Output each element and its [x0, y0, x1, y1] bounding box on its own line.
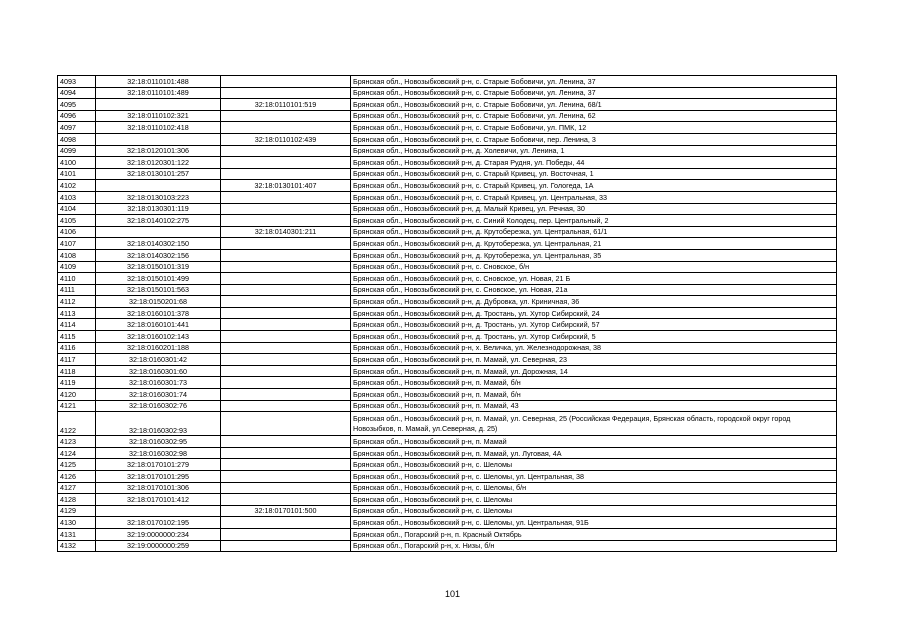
- address-cell: Брянская обл., Новозыбковский р-н, с. Шеломы, б/н: [351, 482, 837, 494]
- cadastral-number-alt-cell: [221, 215, 351, 227]
- table-row: [58, 459, 837, 471]
- table-row: [58, 110, 837, 122]
- row-number-cell: 4093: [58, 76, 96, 88]
- table-row: [58, 168, 837, 180]
- address-cell: Брянская обл., Новозыбковский р-н, д. Тростань, ул. Хутор Сибирский, 57: [351, 319, 837, 331]
- row-number-cell: 4124: [58, 447, 96, 459]
- cadastral-number-cell: 32:18:0120101:306: [96, 145, 221, 157]
- cadastral-number-alt-cell: [221, 319, 351, 331]
- property-table: [57, 75, 837, 552]
- row-number-cell: 4111: [58, 284, 96, 296]
- row-number-cell: 4118: [58, 365, 96, 377]
- cadastral-number-alt-cell: [221, 238, 351, 250]
- table-row: [58, 226, 837, 238]
- cadastral-number-alt-cell: 32:18:0170101:500: [221, 505, 351, 517]
- row-number-cell: 4113: [58, 307, 96, 319]
- cadastral-number-cell: 32:18:0170102:195: [96, 517, 221, 529]
- table-row: [58, 122, 837, 134]
- address-cell: Брянская обл., Новозыбковский р-н, с. Старый Кривец, ул. Восточная, 1: [351, 168, 837, 180]
- cadastral-number-alt-cell: [221, 145, 351, 157]
- cadastral-number-cell: 32:18:0140302:150: [96, 238, 221, 250]
- row-number-cell: 4122: [58, 412, 96, 436]
- table-row: [58, 261, 837, 273]
- cadastral-number-cell: 32:18:0140302:156: [96, 249, 221, 261]
- row-number-cell: 4116: [58, 342, 96, 354]
- table-row: [58, 354, 837, 366]
- cadastral-number-cell: [96, 99, 221, 111]
- cadastral-number-alt-cell: [221, 157, 351, 169]
- cadastral-number-alt-cell: [221, 377, 351, 389]
- row-number-cell: 4119: [58, 377, 96, 389]
- cadastral-number-cell: 32:18:0130301:119: [96, 203, 221, 215]
- row-number-cell: 4101: [58, 168, 96, 180]
- row-number-cell: 4128: [58, 494, 96, 506]
- cadastral-number-alt-cell: [221, 447, 351, 459]
- table-row: [58, 436, 837, 448]
- row-number-cell: 4125: [58, 459, 96, 471]
- address-cell: Брянская обл., Новозыбковский р-н, с. Старый Кривец, ул. Центральная, 33: [351, 191, 837, 203]
- table-row: [58, 273, 837, 285]
- row-number-cell: 4109: [58, 261, 96, 273]
- row-number-cell: 4110: [58, 273, 96, 285]
- table-row: [58, 319, 837, 331]
- table-row: [58, 482, 837, 494]
- table-row: [58, 191, 837, 203]
- table-row: [58, 145, 837, 157]
- cadastral-number-cell: 32:18:0110102:418: [96, 122, 221, 134]
- address-cell: Брянская обл., Новозыбковский р-н, д. Старая Рудня, ул. Победы, 44: [351, 157, 837, 169]
- row-number-cell: 4117: [58, 354, 96, 366]
- cadastral-number-cell: 32:18:0110101:489: [96, 87, 221, 99]
- cadastral-number-alt-cell: [221, 412, 351, 436]
- cadastral-number-cell: 32:18:0160101:441: [96, 319, 221, 331]
- cadastral-number-alt-cell: [221, 436, 351, 448]
- table-row: [58, 528, 837, 540]
- address-cell: Брянская обл., Новозыбковский р-н, п. Мамай, ул. Северная, 23: [351, 354, 837, 366]
- address-cell: Брянская обл., Новозыбковский р-н, д. Крутоберезка, ул. Центральная, 35: [351, 249, 837, 261]
- table-row: [58, 203, 837, 215]
- address-cell: Брянская обл., Новозыбковский р-н, п. Мамай: [351, 436, 837, 448]
- cadastral-number-cell: 32:18:0160201:188: [96, 342, 221, 354]
- cadastral-number-alt-cell: 32:18:0130101:407: [221, 180, 351, 192]
- address-cell: Брянская обл., Новозыбковский р-н, х. Величка, ул. Железнодорожная, 38: [351, 342, 837, 354]
- cadastral-number-cell: 32:18:0150101:563: [96, 284, 221, 296]
- cadastral-number-cell: [96, 226, 221, 238]
- address-cell: Брянская обл., Новозыбковский р-н, д. Дубровка, ул. Криничная, 36: [351, 296, 837, 308]
- cadastral-number-cell: 32:18:0160301:74: [96, 389, 221, 401]
- row-number-cell: 4132: [58, 540, 96, 552]
- row-number-cell: 4107: [58, 238, 96, 250]
- row-number-cell: 4103: [58, 191, 96, 203]
- address-cell: Брянская обл., Новозыбковский р-н, д. Тростань, ул. Хутор Сибирский, 24: [351, 307, 837, 319]
- row-number-cell: 4130: [58, 517, 96, 529]
- table-row: [58, 342, 837, 354]
- cadastral-number-cell: 32:18:0170101:295: [96, 471, 221, 483]
- row-number-cell: 4127: [58, 482, 96, 494]
- row-number-cell: 4115: [58, 331, 96, 343]
- address-cell: Брянская обл., Погарский р-н, х. Низы, б/н: [351, 540, 837, 552]
- address-cell: Брянская обл., Новозыбковский р-н, д. Крутоберезка, ул. Центральная, 21: [351, 238, 837, 250]
- address-cell: Брянская обл., Новозыбковский р-н, с. Шеломы, ул. Центральная, 91Б: [351, 517, 837, 529]
- row-number-cell: 4121: [58, 400, 96, 412]
- address-cell: Брянская обл., Новозыбковский р-н, с. Старый Кривец, ул. Гологеда, 1А: [351, 180, 837, 192]
- address-cell: Брянская обл., Новозыбковский р-н, с. Шеломы: [351, 459, 837, 471]
- table-row: [58, 99, 837, 111]
- cadastral-number-alt-cell: [221, 365, 351, 377]
- table-row: [58, 400, 837, 412]
- cadastral-number-cell: [96, 505, 221, 517]
- cadastral-number-alt-cell: [221, 261, 351, 273]
- table-row: [58, 284, 837, 296]
- address-cell: Брянская обл., Новозыбковский р-н, с. Сновское, б/н: [351, 261, 837, 273]
- address-cell: Брянская обл., Новозыбковский р-н, д. Холевичи, ул. Ленина, 1: [351, 145, 837, 157]
- table-row: [58, 76, 837, 88]
- table-row: [58, 157, 837, 169]
- address-cell: Брянская обл., Новозыбковский р-н, д. Малый Кривец, ул. Речная, 30: [351, 203, 837, 215]
- cadastral-number-alt-cell: [221, 76, 351, 88]
- cadastral-number-alt-cell: [221, 342, 351, 354]
- cadastral-number-alt-cell: [221, 528, 351, 540]
- cadastral-number-alt-cell: [221, 249, 351, 261]
- row-number-cell: 4108: [58, 249, 96, 261]
- cadastral-number-cell: 32:18:0110101:488: [96, 76, 221, 88]
- cadastral-number-cell: 32:18:0160302:98: [96, 447, 221, 459]
- row-number-cell: 4114: [58, 319, 96, 331]
- page-number: 101: [444, 589, 461, 599]
- table-row: [58, 296, 837, 308]
- cadastral-number-alt-cell: 32:18:0140301:211: [221, 226, 351, 238]
- cadastral-number-cell: 32:18:0160302:93: [96, 412, 221, 436]
- cadastral-number-alt-cell: [221, 110, 351, 122]
- row-number-cell: 4131: [58, 528, 96, 540]
- cadastral-number-cell: 32:18:0160301:60: [96, 365, 221, 377]
- cadastral-number-alt-cell: [221, 87, 351, 99]
- table-row: [58, 87, 837, 99]
- cadastral-number-alt-cell: [221, 168, 351, 180]
- cadastral-number-cell: 32:18:0160301:73: [96, 377, 221, 389]
- row-number-cell: 4123: [58, 436, 96, 448]
- cadastral-number-cell: 32:18:0150101:499: [96, 273, 221, 285]
- table-row: [58, 447, 837, 459]
- table-row: [58, 540, 837, 552]
- cadastral-number-cell: [96, 180, 221, 192]
- row-number-cell: 4120: [58, 389, 96, 401]
- address-cell: Брянская обл., Новозыбковский р-н, п. Мамай, ул. Дорожная, 14: [351, 365, 837, 377]
- table-row: [58, 494, 837, 506]
- row-number-cell: 4105: [58, 215, 96, 227]
- address-cell: Брянская обл., Новозыбковский р-н, п. Мамай, 43: [351, 400, 837, 412]
- row-number-cell: 4129: [58, 505, 96, 517]
- address-cell: Брянская обл., Новозыбковский р-н, с. Сновское, ул. Новая, 21а: [351, 284, 837, 296]
- cadastral-number-alt-cell: 32:18:0110102:439: [221, 133, 351, 145]
- table-body: [58, 76, 837, 552]
- cadastral-number-alt-cell: [221, 400, 351, 412]
- cadastral-number-cell: 32:18:0170101:306: [96, 482, 221, 494]
- row-number-cell: 4106: [58, 226, 96, 238]
- row-number-cell: 4099: [58, 145, 96, 157]
- table-row: [58, 412, 837, 436]
- table-row: [58, 133, 837, 145]
- address-cell: Брянская обл., Новозыбковский р-н, с. Старые Бобовичи, ул. Ленина, 37: [351, 76, 837, 88]
- row-number-cell: 4100: [58, 157, 96, 169]
- cadastral-number-alt-cell: 32:18:0110101:519: [221, 99, 351, 111]
- cadastral-number-alt-cell: [221, 389, 351, 401]
- address-cell: Брянская обл., Новозыбковский р-н, п. Мамай, ул. Луговая, 4А: [351, 447, 837, 459]
- table-row: [58, 238, 837, 250]
- row-number-cell: 4098: [58, 133, 96, 145]
- cadastral-number-alt-cell: [221, 540, 351, 552]
- cadastral-number-alt-cell: [221, 494, 351, 506]
- cadastral-number-cell: 32:18:0150201:68: [96, 296, 221, 308]
- address-cell: Брянская обл., Новозыбковский р-н, п. Мамай, б/н: [351, 389, 837, 401]
- cadastral-number-cell: 32:19:0000000:234: [96, 528, 221, 540]
- cadastral-number-cell: 32:18:0150101:319: [96, 261, 221, 273]
- address-cell: Брянская обл., Новозыбковский р-н, с. Шеломы: [351, 505, 837, 517]
- address-cell: Брянская обл., Новозыбковский р-н, п. Мамай, б/н: [351, 377, 837, 389]
- row-number-cell: 4112: [58, 296, 96, 308]
- address-cell: Брянская обл., Новозыбковский р-н, с. Сновское, ул. Новая, 21 Б: [351, 273, 837, 285]
- table-row: [58, 307, 837, 319]
- address-cell: Брянская обл., Новозыбковский р-н, с. Старые Бобовичи, ул. Ленина, 37: [351, 87, 837, 99]
- cadastral-number-cell: 32:18:0160301:42: [96, 354, 221, 366]
- address-cell: Брянская обл., Погарский р-н, п. Красный Октябрь: [351, 528, 837, 540]
- cadastral-number-alt-cell: [221, 191, 351, 203]
- cadastral-number-alt-cell: [221, 284, 351, 296]
- address-cell: Брянская обл., Новозыбковский р-н, д. Крутоберезка, ул. Центральная, 61/1: [351, 226, 837, 238]
- cadastral-number-cell: 32:19:0000000:259: [96, 540, 221, 552]
- address-cell: Брянская обл., Новозыбковский р-н, с. Старые Бобовичи, ул. Ленина, 68/1: [351, 99, 837, 111]
- cadastral-number-alt-cell: [221, 296, 351, 308]
- row-number-cell: 4097: [58, 122, 96, 134]
- cadastral-number-cell: 32:18:0130103:223: [96, 191, 221, 203]
- row-number-cell: 4095: [58, 99, 96, 111]
- cadastral-number-alt-cell: [221, 307, 351, 319]
- cadastral-number-cell: 32:18:0160302:76: [96, 400, 221, 412]
- table-row: [58, 331, 837, 343]
- table-row: [58, 471, 837, 483]
- cadastral-number-cell: 32:18:0120301:122: [96, 157, 221, 169]
- row-number-cell: 4096: [58, 110, 96, 122]
- address-cell: Брянская обл., Новозыбковский р-н, с. Старые Бобовичи, ул. ПМК, 12: [351, 122, 837, 134]
- address-cell: Брянская обл., Новозыбковский р-н, п. Мамай, ул. Северная, 25 (Российская Федерация, Брянская область, городской округ город Новозыбков, п. Мамай, ул.Северная, д. 25): [351, 412, 837, 436]
- address-cell: Брянская обл., Новозыбковский р-н, с. Старые Бобовичи, ул. Ленина, 62: [351, 110, 837, 122]
- cadastral-number-alt-cell: [221, 331, 351, 343]
- cadastral-number-cell: [96, 133, 221, 145]
- cadastral-number-cell: 32:18:0110102:321: [96, 110, 221, 122]
- cadastral-number-alt-cell: [221, 459, 351, 471]
- address-cell: Брянская обл., Новозыбковский р-н, с. Синий Колодец, пер. Центральный, 2: [351, 215, 837, 227]
- address-cell: Брянская обл., Новозыбковский р-н, д. Тростань, ул. Хутор Сибирский, 5: [351, 331, 837, 343]
- row-number-cell: 4102: [58, 180, 96, 192]
- address-cell: Брянская обл., Новозыбковский р-н, с. Шеломы, ул. Центральная, 38: [351, 471, 837, 483]
- table-row: [58, 215, 837, 227]
- cadastral-number-alt-cell: [221, 122, 351, 134]
- table-row: [58, 389, 837, 401]
- cadastral-number-cell: 32:18:0170101:279: [96, 459, 221, 471]
- table-row: [58, 377, 837, 389]
- cadastral-number-cell: 32:18:0160102:143: [96, 331, 221, 343]
- cadastral-number-alt-cell: [221, 273, 351, 285]
- table-row: [58, 517, 837, 529]
- cadastral-number-cell: 32:18:0140102:275: [96, 215, 221, 227]
- cadastral-number-cell: 32:18:0130101:257: [96, 168, 221, 180]
- address-cell: Брянская обл., Новозыбковский р-н, с. Шеломы: [351, 494, 837, 506]
- cadastral-number-cell: 32:18:0160302:95: [96, 436, 221, 448]
- cadastral-number-alt-cell: [221, 203, 351, 215]
- cadastral-number-cell: 32:18:0160101:378: [96, 307, 221, 319]
- table-row: [58, 249, 837, 261]
- cadastral-number-alt-cell: [221, 354, 351, 366]
- cadastral-number-alt-cell: [221, 517, 351, 529]
- cadastral-number-cell: 32:18:0170101:412: [96, 494, 221, 506]
- table-row: [58, 365, 837, 377]
- table-row: [58, 180, 837, 192]
- row-number-cell: 4104: [58, 203, 96, 215]
- table-row: [58, 505, 837, 517]
- row-number-cell: 4126: [58, 471, 96, 483]
- cadastral-number-alt-cell: [221, 482, 351, 494]
- cadastral-number-alt-cell: [221, 471, 351, 483]
- row-number-cell: 4094: [58, 87, 96, 99]
- address-cell: Брянская обл., Новозыбковский р-н, с. Старые Бобовичи, пер. Ленина, 3: [351, 133, 837, 145]
